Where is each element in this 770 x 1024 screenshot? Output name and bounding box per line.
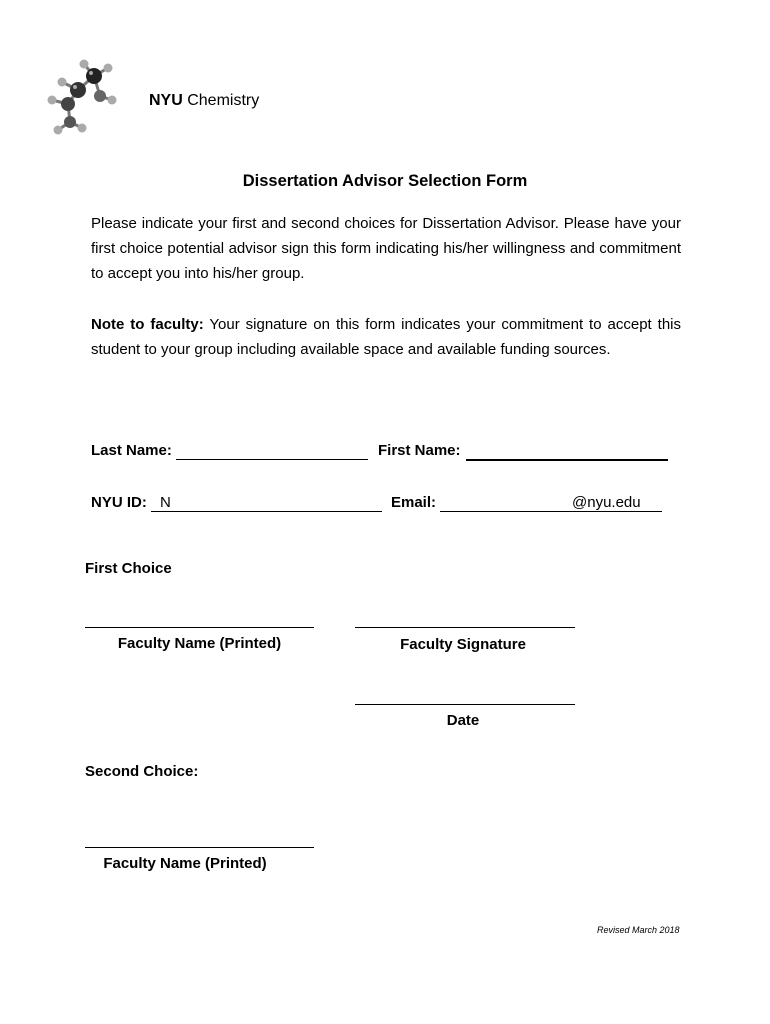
first-choice-faculty-name-caption: Faculty Name (Printed)	[117, 635, 282, 652]
nyu-id-label: NYU ID:	[91, 494, 147, 511]
faculty-signature-line[interactable]	[355, 627, 575, 628]
first-name-label: First Name:	[378, 442, 461, 459]
intro-paragraph: Please indicate your first and second choices for Dissertation Advisor. Please have your first choice potential advisor sign this form indicating his/her willingness and commitment to accept you into his/her group.	[91, 215, 681, 282]
molecule-logo	[38, 52, 122, 138]
nyu-id-field[interactable]	[151, 511, 382, 512]
email-field[interactable]	[440, 511, 662, 512]
note-label: Note to faculty:	[91, 316, 204, 333]
brand-bold: NYU	[149, 92, 183, 109]
last-name-label: Last Name:	[91, 442, 172, 459]
brand-rest: Chemistry	[182, 92, 260, 109]
date-line[interactable]	[355, 704, 575, 705]
second-choice-heading: Second Choice:	[85, 763, 199, 780]
first-choice-heading: First Choice	[85, 560, 172, 577]
second-choice-faculty-name-caption: Faculty Name (Printed)	[103, 855, 267, 872]
form-title: Dissertation Advisor Selection Form	[242, 172, 528, 190]
email-suffix: @nyu.edu	[572, 494, 641, 511]
note-text: Your signature on this form indicates your commitment to accept this student to your group including available space and available funding sources.	[91, 316, 681, 358]
last-name-field[interactable]	[176, 459, 368, 460]
revised-date: Revised March 2018	[597, 925, 680, 935]
first-name-field[interactable]	[466, 459, 668, 461]
email-label: Email:	[391, 494, 437, 511]
date-caption: Date	[446, 712, 480, 729]
faculty-note	[91, 312, 681, 362]
molecule-icon	[38, 52, 122, 138]
second-choice-faculty-name-line[interactable]	[85, 847, 314, 848]
nyu-id-prefix: N	[160, 494, 171, 511]
faculty-signature-caption: Faculty Signature	[400, 636, 526, 653]
brand-name	[149, 92, 259, 110]
first-choice-faculty-name-line[interactable]	[85, 627, 314, 628]
